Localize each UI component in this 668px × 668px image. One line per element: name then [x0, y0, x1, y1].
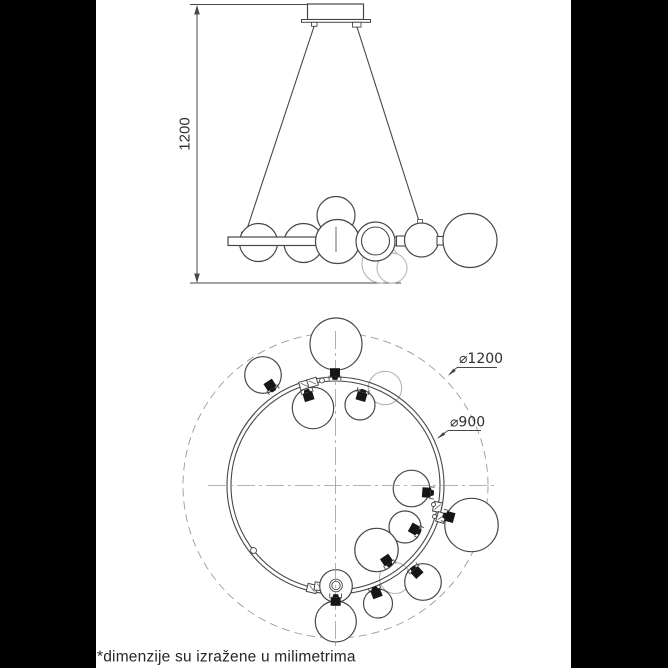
globe-plan — [245, 357, 282, 394]
globe-side-3 — [405, 223, 439, 257]
ring-diameter-label: ⌀900 — [450, 414, 486, 431]
ring-screw-circle — [320, 378, 325, 383]
cable-gripper-right — [353, 22, 362, 27]
globe-plan — [445, 498, 498, 551]
socket-body — [330, 368, 340, 377]
outer-diameter-label: ⌀1200 — [459, 351, 504, 367]
ring-screw-circle — [251, 548, 257, 554]
ring-screw-circle — [433, 515, 437, 519]
height-dimension-label: 1200 — [176, 117, 194, 151]
globe-plan — [310, 318, 362, 370]
socket-body — [422, 487, 431, 498]
socket-body — [331, 597, 341, 606]
socket-foot — [332, 377, 339, 380]
cable-gripper-left — [312, 22, 318, 26]
socket-foot — [332, 594, 339, 597]
globe-plan — [405, 564, 442, 601]
globe-plan — [292, 387, 333, 428]
units-footnote: *dimenzije su izražene u milimetrima — [97, 648, 356, 666]
ceiling-canopy — [308, 4, 364, 20]
globe-side-4 — [443, 214, 497, 268]
globe-side-big — [316, 220, 360, 264]
ring-screw-circle — [432, 503, 436, 507]
